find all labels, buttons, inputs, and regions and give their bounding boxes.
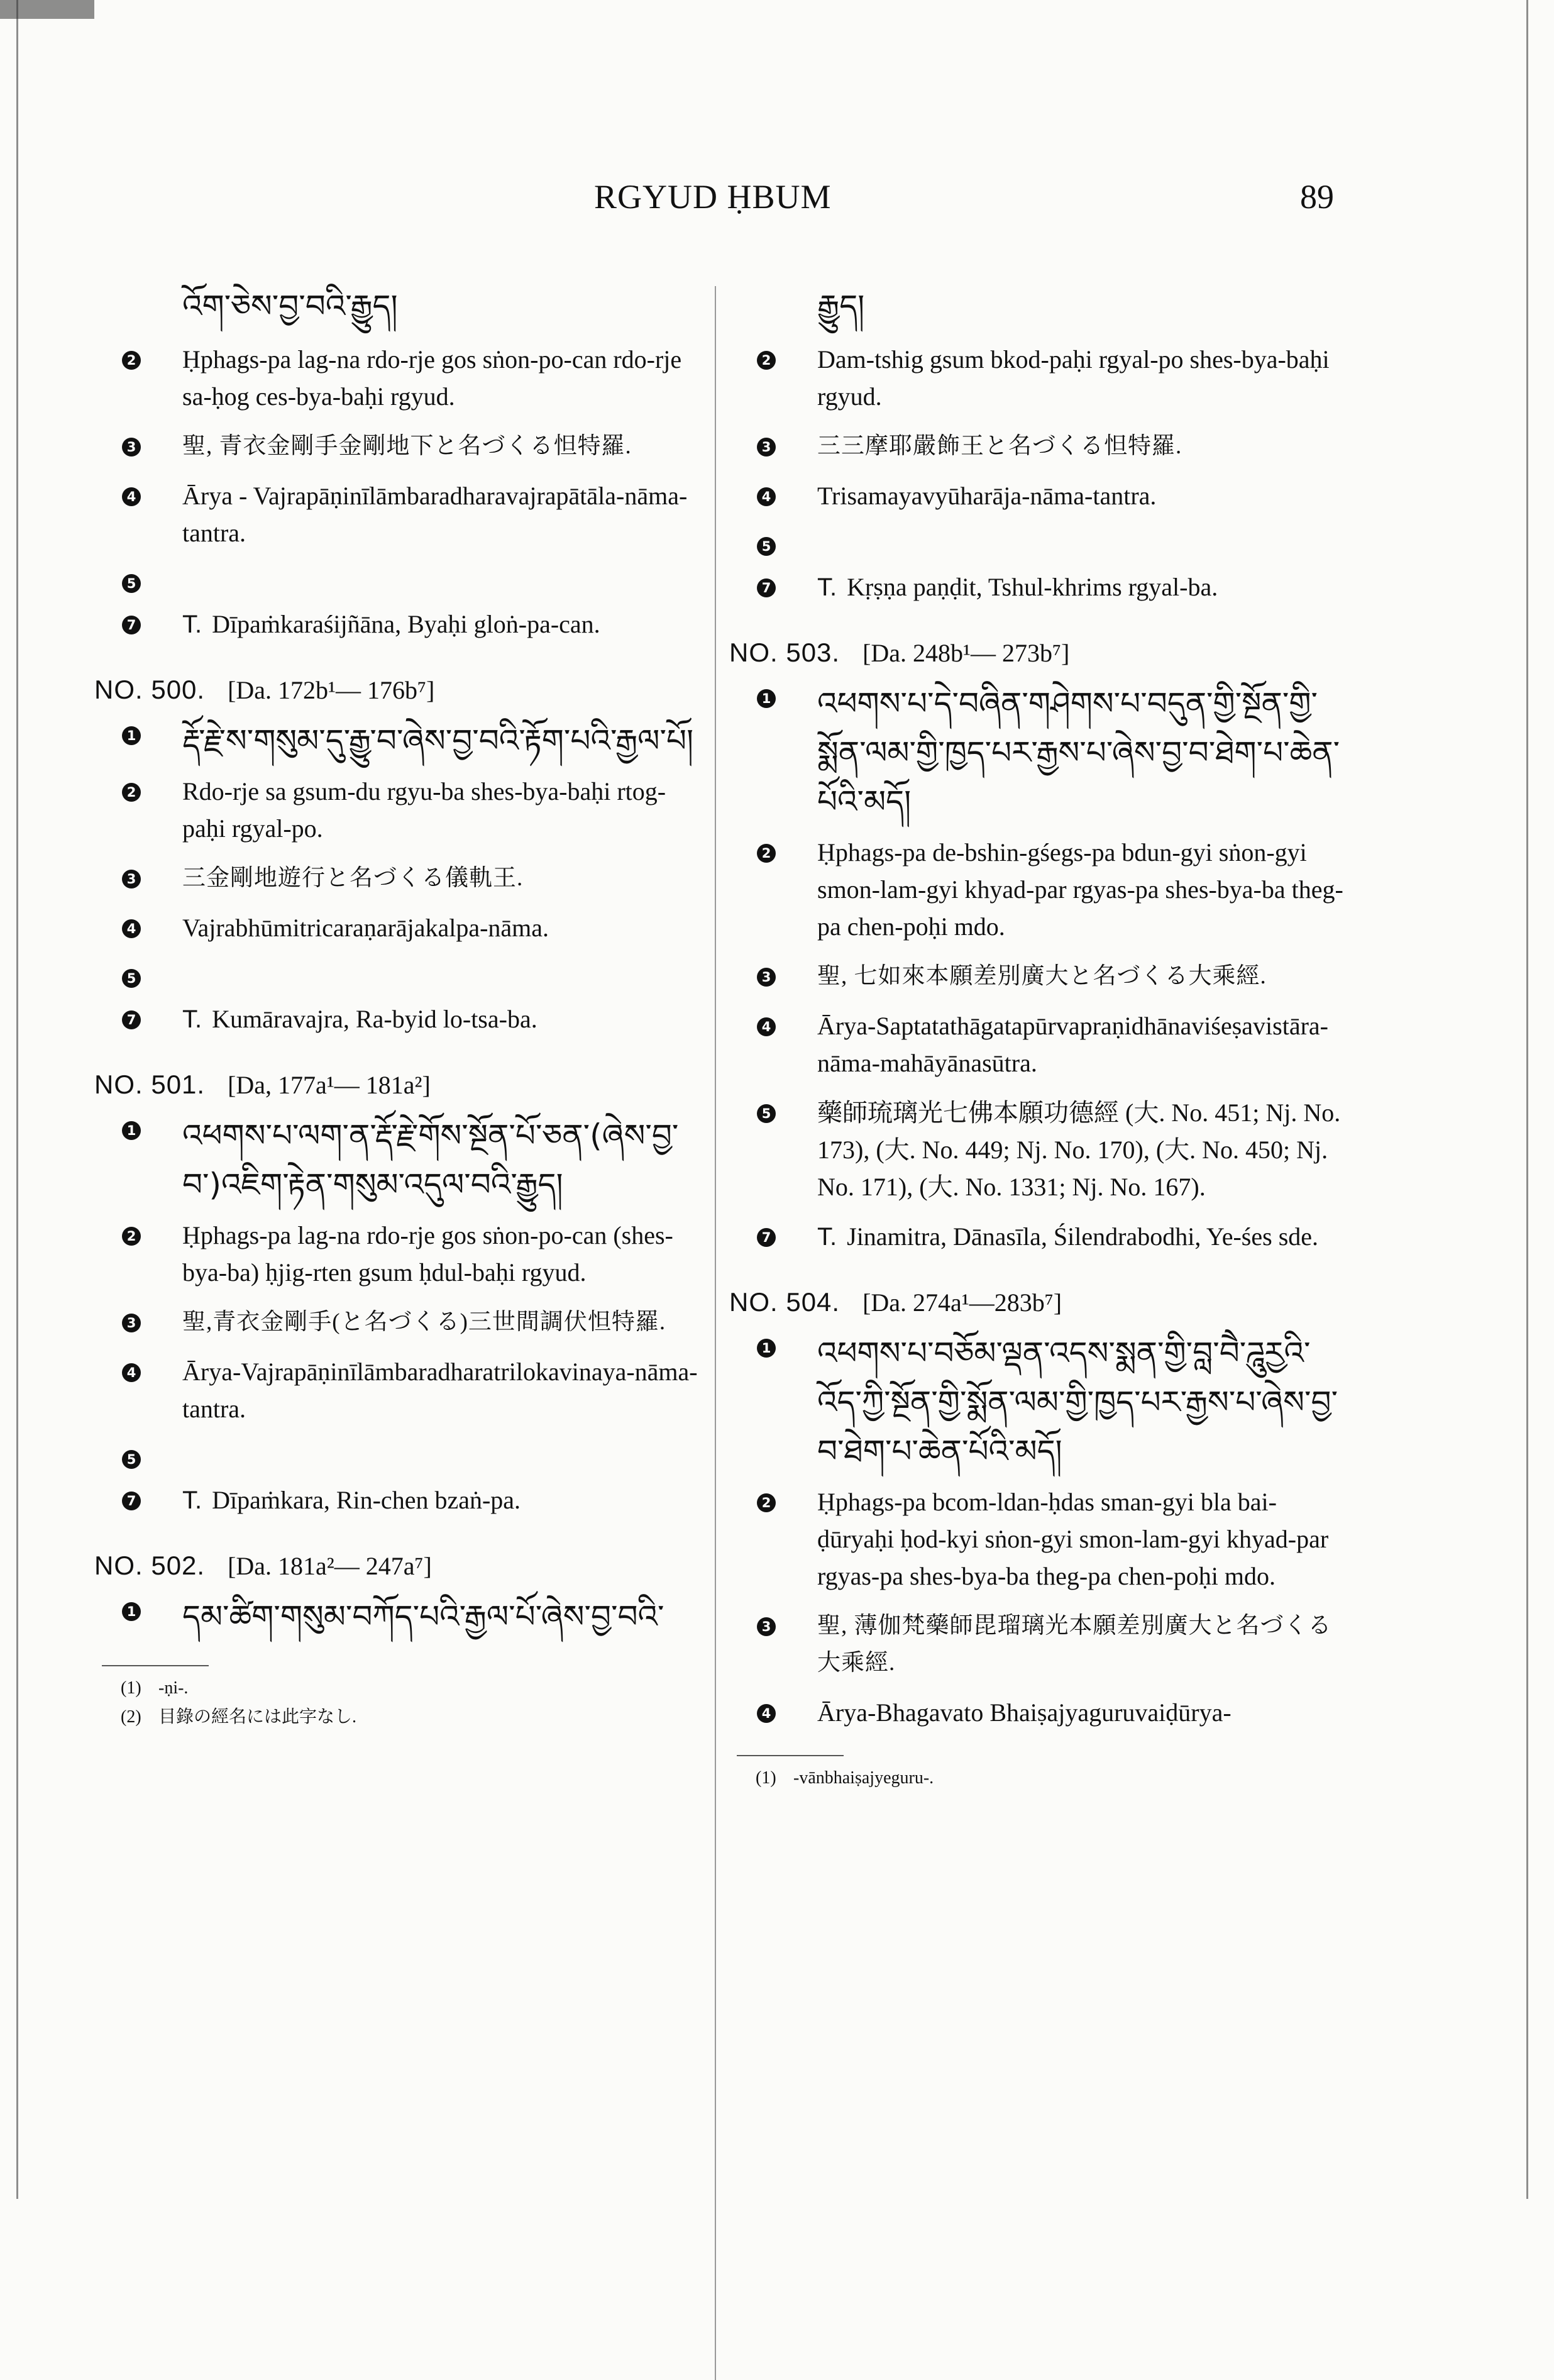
sanskrit-title: Ārya-Vajrapāṇinīlāmbaradharatrilokavinaya-nāma-tantra. [182, 1358, 698, 1423]
entry-line [729, 1329, 1345, 1476]
footnote [729, 1764, 1345, 1793]
sanskrit-title: Ārya - Vajrapāṇinīlāmbaradharavajrapātāla-nāma-tantra. [182, 482, 688, 547]
entry-line [94, 1353, 704, 1427]
entry-line [729, 477, 1345, 514]
circled-number-2: 2 [757, 844, 776, 863]
page-number: 89 [1300, 178, 1334, 216]
japanese-title: 三三摩耶嚴飾王と名づくる怛特羅. [817, 433, 1182, 459]
entry-line [94, 428, 704, 465]
right-column [729, 277, 1345, 1793]
entry-line [729, 1607, 1345, 1681]
tibetan-title: འཕགས་པ་དེ་བཞིན་གཤེགས་པ་བདུན་གྱི་སྔོན་གྱི་སྨོན་ལམ་གྱི་ཁྱད་པར་རྒྱས་པ་ཞེས་བྱ་བ་ཐེག་པ་ཆེན་པོའི་མདོ། [817, 685, 1340, 820]
translators: Dīpaṁkara, Rin-chen bzaṅ-pa. [212, 1486, 521, 1514]
sanskrit-title: Vajrabhūmitricaraṇarājakalpa-nāma. [182, 914, 549, 942]
entry-line [729, 1218, 1345, 1256]
tibetan-title: འོག་ཅེས་བྱ་བའི་རྒྱུད། [182, 288, 398, 324]
japanese-title: 聖, 薄伽梵藥師毘瑠璃光本願差別廣大と名づくる大乘經. [817, 1613, 1332, 1676]
transliterated-title: Rdo-rje sa gsum-du rgyu-ba shes-bya-baḥi rtog-paḥi rgyal-po. [182, 777, 666, 843]
circled-number-3: 3 [122, 438, 141, 457]
entry-line [94, 477, 704, 551]
transliterated-title: Ḥphags-pa de-bshin-gśegs-pa bdun-gyi sṅon-gyi smon-lam-gyi khyad-par rgyas-pa shes-bya-ba theg-pa chen-poḥi mdo. [817, 838, 1343, 941]
translator-label: T. [182, 1486, 202, 1514]
entry-number: NO. 502. [94, 1551, 206, 1580]
circled-number-7: 7 [122, 1492, 141, 1510]
entry-line [729, 958, 1345, 995]
folio-reference: [Da. 181a²— 247a⁷] [228, 1552, 432, 1580]
circled-number-1: 1 [122, 1121, 141, 1140]
translators: Jinamitra, Dānasīla, Śilendrabodhi, Ye-śes sde. [847, 1222, 1319, 1251]
scan-edge-line [1526, 0, 1528, 2199]
footnote-separator [102, 1665, 209, 1666]
japanese-title: 三金剛地遊行と名づくる儀軌王. [182, 865, 524, 891]
translators: Kṛṣṇa paṇḍit, Tshul-khrims rgyal-ba. [847, 573, 1218, 601]
circled-number-3: 3 [757, 968, 776, 987]
circled-number-5: 5 [122, 1450, 141, 1469]
entry-line [94, 716, 704, 765]
entry-heading [94, 675, 704, 705]
circled-number-7: 7 [757, 1228, 776, 1247]
column-divider [715, 286, 716, 2380]
circled-number-1: 1 [757, 1339, 776, 1358]
entry-line [729, 341, 1345, 415]
translators: Dīpaṁkaraśijñāna, Byaḥi gloṅ-pa-can. [212, 610, 600, 638]
circled-number-1: 1 [122, 1602, 141, 1621]
circled-number-4: 4 [122, 1363, 141, 1382]
entry-line [94, 564, 704, 593]
circled-number-5: 5 [757, 537, 776, 556]
footnote-separator [737, 1755, 844, 1756]
entry-line [94, 1217, 704, 1291]
circled-number-4: 4 [757, 1017, 776, 1036]
entry-line [94, 860, 704, 897]
japanese-title: 聖, 七如來本願差別廣大と名づくる大乘經. [817, 963, 1267, 989]
circled-number-3: 3 [122, 870, 141, 888]
entry-line [94, 1440, 704, 1469]
entry-heading [94, 1551, 704, 1581]
footnote-text: 目錄の經名には此字なし. [158, 1707, 357, 1727]
entry-line [94, 1592, 704, 1641]
entry-line [729, 568, 1345, 606]
footnote-marker: (1) [756, 1768, 776, 1788]
circled-number-1: 1 [122, 726, 141, 745]
circled-number-5: 5 [122, 574, 141, 593]
entry-line [94, 959, 704, 988]
translator-label: T. [817, 573, 837, 601]
entry-line [94, 773, 704, 847]
entry-line [729, 1483, 1345, 1595]
entry-line [729, 1694, 1345, 1731]
circled-number-1: 1 [757, 689, 776, 708]
entry-number: NO. 504. [729, 1287, 840, 1317]
entry-heading [729, 638, 1345, 668]
entry-number: NO. 500. [94, 675, 206, 704]
entry-line [94, 606, 704, 643]
circled-number-7: 7 [122, 616, 141, 634]
circled-number-3: 3 [122, 1314, 141, 1332]
tibetan-title: རྒྱུད། [817, 288, 865, 324]
tibetan-title: འཕགས་པ་ལག་ན་རྡོ་རྗེ་གོས་སྔོན་པོ་ཅན་(ཞེས་བྱ་བ་)འཇིག་རྟེན་གསུམ་འདུལ་བའི་རྒྱུད། [182, 1117, 679, 1203]
entry-line [729, 428, 1345, 465]
running-header-title: RGYUD ḤBUM [594, 178, 832, 216]
footnote-marker: (2) [121, 1707, 141, 1727]
circled-number-7: 7 [122, 1010, 141, 1029]
japanese-title: 聖, 青衣金剛手金剛地下と名づくる怛特羅. [182, 433, 632, 459]
entry-line [94, 1481, 704, 1519]
entry-line [94, 1111, 704, 1209]
footnote-marker: (1) [121, 1678, 141, 1698]
circled-number-7: 7 [757, 578, 776, 597]
circled-number-4: 4 [122, 487, 141, 506]
entry-line [729, 1007, 1345, 1082]
transliterated-title: Ḥphags-pa lag-na rdo-rje gos sṅon-po-can rdo-rje sa-ḥog ces-bya-baḥi rgyud. [182, 345, 682, 411]
circled-number-5: 5 [757, 1104, 776, 1123]
tibetan-title: འཕགས་པ་བཅོམ་ལྡན་འདས་སྨན་གྱི་བླ་བཻ་ཌཱུརྱའི་འོད་ཀྱི་སྔོན་གྱི་སྨོན་ལམ་གྱི་ཁྱད་པར་རྒྱས་པ་ཞེས་བྱ་བ་ཐེག་པ་ཆེན་པོའི་མདོ། [817, 1335, 1338, 1470]
entry-number: NO. 501. [94, 1070, 206, 1099]
tibetan-title: དམ་ཚིག་གསུམ་བཀོད་པའི་རྒྱལ་པོ་ཞེས་བྱ་བའི་ [182, 1598, 664, 1635]
circled-number-2: 2 [757, 1493, 776, 1512]
folio-reference: [Da, 177a¹— 181a²] [228, 1071, 431, 1099]
entry-line [94, 1303, 704, 1341]
translator-label: T. [182, 611, 202, 638]
circled-number-2: 2 [122, 1227, 141, 1246]
entry-heading [729, 1287, 1345, 1317]
entry-line [729, 834, 1345, 945]
sanskrit-title: Ārya-Saptatathāgatapūrvapraṇidhānaviśeṣavistāra-nāma-mahāyānasūtra. [817, 1012, 1328, 1077]
translator-label: T. [817, 1223, 837, 1251]
entry-line [94, 909, 704, 946]
footnote-text: -ṇi-. [158, 1678, 189, 1698]
circled-number-2: 2 [122, 351, 141, 370]
translators: Kumāravajra, Ra-byid lo-tsa-ba. [212, 1005, 537, 1033]
circled-number-4: 4 [757, 1704, 776, 1723]
transliterated-title: Ḥphags-pa bcom-ldan-ḥdas sman-gyi bla bai-ḍūryaḥi ḥod-kyi sṅon-gyi smon-lam-gyi khyad-par rgyas-pa shes-bya-ba theg-pa chen-poḥi mdo. [817, 1488, 1329, 1590]
entry-line [94, 1000, 704, 1038]
translator-label: T. [182, 1005, 202, 1033]
transliterated-title: Ḥphags-pa lag-na rdo-rje gos sṅon-po-can (shes-bya-ba) ḥjig-rten gsum ḥdul-baḥi rgyud. [182, 1221, 673, 1287]
circled-number-4: 4 [757, 487, 776, 506]
scan-edge-mark [0, 0, 94, 19]
folio-reference: [Da. 274a¹—283b⁷] [862, 1288, 1062, 1317]
sanskrit-title: Trisamayavyūharāja-nāma-tantra. [817, 482, 1157, 510]
tibetan-title: རྡོ་རྗེ་ས་གསུམ་དུ་རྒྱུ་བ་ཞེས་བྱ་བའི་རྟོག་པའི་རྒྱལ་པོ། [182, 722, 694, 759]
entry-heading [94, 1070, 704, 1100]
circled-number-4: 4 [122, 919, 141, 938]
folio-reference: [Da. 172b¹— 176b⁷] [228, 676, 435, 704]
folio-reference: [Da. 248b¹— 273b⁷] [862, 639, 1070, 667]
circled-number-2: 2 [122, 783, 141, 802]
japanese-title: 聖,青衣金剛手(と名づくる)三世間調伏怛特羅. [182, 1309, 666, 1335]
entry-line [729, 1094, 1345, 1205]
footnote [94, 1703, 704, 1732]
entry-line [94, 341, 704, 415]
sanskrit-title: Ārya-Bhagavato Bhaiṣajyaguruvaiḍūrya- [817, 1698, 1232, 1727]
transliterated-title: Dam-tshig gsum bkod-paḥi rgyal-po shes-bya-baḥi rgyud. [817, 345, 1330, 411]
footnote [94, 1674, 704, 1703]
circled-number-5: 5 [122, 969, 141, 988]
circled-number-3: 3 [757, 1617, 776, 1636]
entry-number: NO. 503. [729, 638, 840, 667]
circled-number-2: 2 [757, 351, 776, 370]
entry-line [729, 679, 1345, 826]
circled-number-3: 3 [757, 438, 776, 457]
chinese-parallels: 藥師琉璃光七佛本願功德經 (大. No. 451; Nj. No. 173), (大. No. 449; Nj. No. 170), (大. No. 450; Nj. No. 171), (大. No. 1331; Nj. No. 167). [817, 1099, 1341, 1201]
left-column [94, 277, 704, 1732]
footnote-text: -vānbhaiṣajyeguru-. [793, 1768, 934, 1788]
scan-edge-line [16, 0, 18, 2199]
entry-line [729, 527, 1345, 556]
